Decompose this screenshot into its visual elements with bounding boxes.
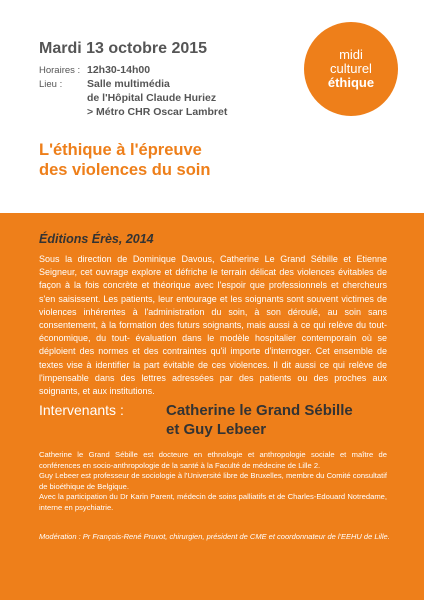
bio-participation: Avec la participation du Dr Karin Parent, médecin de soins palliatifs et de Charles-Edouard Notredame, interne en psychiatrie.: [39, 492, 387, 512]
bio-guy: Guy Lebeer est professeur de sociologie à l'Université libre de Bruxelles, membre du Comité consultatif de bioéthique de Belgique.: [39, 471, 387, 491]
speakers-bios: [39, 450, 387, 513]
speakers-label: Intervenants :: [39, 402, 124, 418]
badge-line-1: midi: [339, 47, 363, 62]
header-section: [0, 0, 424, 213]
place-line-3: > Métro CHR Oscar Lambret: [87, 106, 228, 118]
speakers-names-line-2: et Guy Lebeer: [166, 421, 267, 438]
book-description: Sous la direction de Dominique Davous, Catherine Le Grand Sébille et Etienne Seigneur, cet ouvrage explore et défriche le terrain délicat des violences évitables de façon à la fois concrète et théorique avec l'espoir que professionnels et chercheurs s'en saisissent. Les patients, leur entourage et les soignants sont souvent victimes de violences inhérentes à l'administration du soin, à son déroulé, au soin sans consentement, à la formation des futurs soignants, mais aussi à ce qui relève du tout-économique, du tout- évaluation dans le modèle hospitalier contemporain où se déploient des normes et des contraintes qu'il importe d'interroger. Cet ensemble de textes vise à identifier la part évitable de ces violences. Il dit aussi ce qui relève de l'impensable dans des lettres adressées par des patients ou des proches aux soignants, et aux institutions.: [39, 254, 387, 397]
hours-value: 12h30-14h00: [87, 64, 151, 76]
midi-culturel-ethique-badge: [304, 22, 398, 116]
title-line-2: des violences du soin: [39, 161, 211, 179]
publisher: Éditions Érès, 2014: [39, 232, 154, 246]
title-line-1: L'éthique à l'épreuve: [39, 141, 202, 159]
place-label: Lieu :: [39, 79, 63, 90]
book-title: [39, 140, 389, 180]
moderation: Modération : Pr François-René Pruvot, chirurgien, président de CME et coordonnateur de l'EEHU de Lille.: [39, 532, 390, 541]
hours-label: Horaires :: [39, 65, 81, 76]
place-row: [39, 78, 170, 90]
place-line-2: de l'Hôpital Claude Huriez: [87, 92, 217, 104]
speakers-names-line-1: Catherine le Grand Sébille: [166, 402, 353, 419]
event-date: Mardi 13 octobre 2015: [39, 40, 208, 57]
hours-row: [39, 64, 150, 76]
badge-line-3: éthique: [327, 75, 375, 90]
bio-catherine: Catherine le Grand Sébille est docteure en ethnologie et anthropologie sociale et maître de conférences en socio-anthropologie de la santé à la Faculté de médecine de Lille 2.: [39, 450, 387, 470]
badge-line-2: culturel: [330, 61, 372, 76]
speakers-names: [166, 401, 406, 439]
place-line-1: Salle multimédia: [87, 78, 170, 90]
